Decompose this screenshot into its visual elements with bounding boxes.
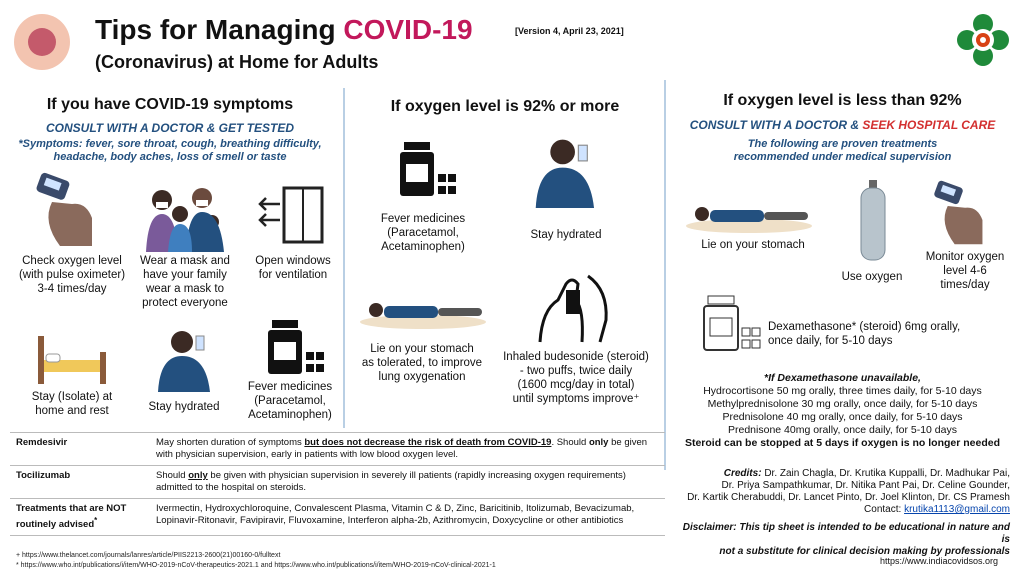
oxygen-cylinder-icon bbox=[858, 180, 888, 262]
col2-heading: If oxygen level is 92% or more bbox=[390, 98, 620, 115]
table-row bbox=[10, 433, 665, 466]
drinking-icon bbox=[152, 326, 218, 392]
medicine-bottle-icon bbox=[702, 294, 762, 352]
table-row bbox=[10, 499, 665, 536]
col3-item-label: Use oxygen bbox=[841, 271, 903, 283]
col1-item-label: Open windows for ventilation bbox=[255, 255, 331, 281]
col2-item-label: Lie on your stomach as tolerated, to improve lung oxygenation bbox=[361, 343, 483, 383]
drug-description: Ivermectin, Hydroxychloroquine, Convalescent Plasma, Vitamin C & D, Zinc, Baricitinib, Itolizumab, Bevacizumab, Lopinavir-Ritonavir, Favipiravir, Fluvoxamine, Interferon alpha-2b, Azithromycin, Doxycycline or other antibiotics bbox=[150, 499, 665, 536]
drinking-icon bbox=[528, 134, 604, 208]
disclaimer: Disclaimer: This tip sheet is intended to be educational in nature and is not a substitute for clinical decision making by professionals bbox=[682, 522, 1010, 557]
window-icon bbox=[256, 184, 326, 246]
website-link[interactable]: https://www.indiacovidsos.org bbox=[880, 556, 999, 566]
col1-item-label: Stay hydrated bbox=[148, 401, 220, 413]
lying-prone-icon bbox=[684, 200, 814, 234]
virus-icon bbox=[14, 14, 70, 70]
col1-item-label: Stay (Isolate) at home and rest bbox=[31, 391, 113, 417]
dexamethasone-text: Dexamethasone* (steroid) 6mg orally, once daily, for 5-10 days bbox=[768, 321, 961, 347]
drug-description: Should only be given with physician supervision in severely ill patients (rapidly increasing oxygen requirements) admitted to the hospital on steroids. bbox=[150, 466, 665, 499]
col2-item-label: Inhaled budesonide (steroid) - two puffs, twice daily (1600 mcg/day in total) until symptoms improve⁺ bbox=[503, 351, 649, 405]
proven-treatments-text: The following are proven treatments recommended under medical supervision bbox=[733, 138, 952, 163]
col2-item-label: Stay hydrated bbox=[530, 229, 602, 241]
col3-consult: CONSULT WITH A DOCTOR & SEEK HOSPITAL CARE bbox=[689, 118, 996, 132]
credits: Credits: Dr. Zain Chagla, Dr. Krutika Kuppalli, Dr. Madhukar Pai, Dr. Priya Sampathkumar, Dr. Nitika Pant Pai, Dr. Celine Gounder, Dr. Kartik Cherabuddi, Dr. Lancet Pinto, Dr. Joel Klinton, Dr. CS Pramesh Contact: krutika1113@gmail.com bbox=[687, 468, 1010, 515]
inhaler-icon bbox=[536, 270, 612, 344]
dexamethasone-alternatives: *If Dexamethasone unavailable, Hydrocortisone 50 mg orally, three times daily, for 5-10 days Methylprednisolone 30 mg orally, once daily, for 5-10 days Prednisolone 40 mg orally, once daily, for 5-10 days Prednisone 40mg orally, once daily, for 5-10 days Steroid can be stopped at 5 days if oxygen is no longer needed bbox=[684, 372, 1001, 449]
col1-consult: CONSULT WITH A DOCTOR & GET TESTED bbox=[46, 121, 294, 135]
column-divider bbox=[664, 80, 666, 470]
column-divider bbox=[343, 88, 345, 428]
contact-email-link[interactable]: krutika1113@gmail.com bbox=[904, 504, 1010, 515]
indiacovidsos-logo-icon bbox=[955, 12, 1011, 68]
table-row bbox=[10, 466, 665, 499]
page-subtitle: (Coronavirus) at Home for Adults bbox=[95, 52, 379, 72]
medicine-bottle-icon bbox=[266, 318, 326, 376]
treatments-table bbox=[10, 432, 665, 536]
drug-name: Tocilizumab bbox=[10, 466, 150, 499]
footnote[interactable]: + https://www.thelancet.com/journals/lanres/article/PIIS2213-2600(21)00160-0/fulltext bbox=[16, 552, 281, 559]
version-label: [Version 4, April 23, 2021] bbox=[515, 26, 624, 36]
medicine-bottle-icon bbox=[398, 140, 458, 198]
col2-item-label: Fever medicines (Paracetamol, Acetaminophen) bbox=[380, 213, 466, 253]
drug-name: Remdesivir bbox=[10, 433, 150, 466]
col3-heading: If oxygen level is less than 92% bbox=[723, 92, 962, 109]
pulse-oximeter-icon bbox=[32, 172, 98, 248]
lying-prone-icon bbox=[358, 296, 488, 330]
col1-item-label: Check oxygen level (with pulse oximeter) 3-4 times/day bbox=[18, 255, 126, 295]
col1-item-label: Fever medicines (Paracetamol, Acetaminophen) bbox=[247, 381, 333, 421]
symptoms-text: *Symptoms: fever, sore throat, cough, breathing difficulty, headache, body aches, loss of smell or taste bbox=[18, 138, 322, 163]
pulse-oximeter-icon bbox=[930, 180, 988, 246]
bed-icon bbox=[34, 330, 110, 388]
drug-name: Treatments that are NOT routinely advised* bbox=[10, 499, 150, 536]
col1-heading: If you have COVID-19 symptoms bbox=[46, 96, 294, 113]
col1-item-label: Wear a mask and have your family wear a mask to protect everyone bbox=[140, 255, 230, 309]
footnote[interactable]: * https://www.who.int/publications/i/item/WHO-2019-nCoV-therapeutics-2021.1 and https://www.who.int/publications/i/item/WHO-2019-nCoV-clinical-2021-1 bbox=[16, 562, 496, 569]
drug-description: May shorten duration of symptoms but does not decrease the risk of death from COVID-19. Should only be given with physician supervision, early in patients with low blood oxygen level. bbox=[150, 433, 665, 466]
family-mask-icon bbox=[140, 184, 228, 252]
page-title: Tips for Managing COVID-19 bbox=[95, 14, 473, 45]
col3-item-label: Monitor oxygen level 4-6 times/day bbox=[925, 251, 1005, 291]
col3-item-label: Lie on your stomach bbox=[701, 239, 805, 251]
